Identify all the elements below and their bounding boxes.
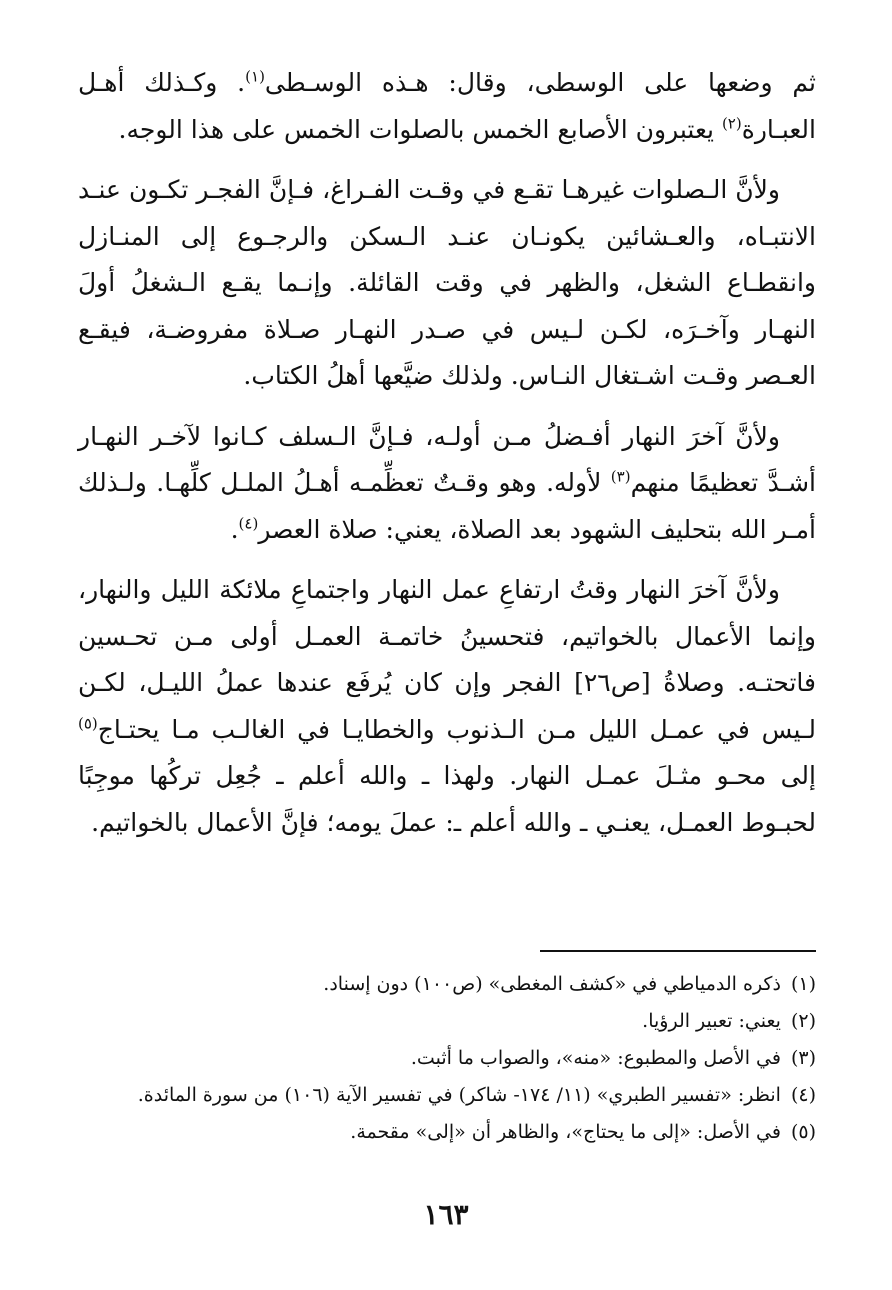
footnote-item — [60, 1003, 816, 1040]
paragraph-text: إلى محـو مثـلَ عمـل النهار. ولهذا ـ والله أعلم ـ جُعِل تركُها موجِبًا لحبـوط العمـل، يعنـي ـ والله أعلم ـ: عملَ يومه؛ فإنَّ الأعمال بالخواتيم. — [78, 761, 816, 837]
footnotes-list — [60, 966, 816, 1151]
paragraph-text: . وكـذلك أهـل العبـارة — [78, 68, 816, 144]
footnote-number: (١) — [790, 973, 816, 995]
footnote-number: (٢) — [790, 1010, 816, 1032]
paragraph-4 — [78, 567, 816, 846]
footnote-text: في الأصل والمطبوع: «منه»، والصواب ما أثبت. — [410, 1047, 781, 1069]
footnote-text: يعني: تعبير الرؤيا. — [642, 1010, 781, 1032]
footnote-text: ذكره الدمياطي في «كشف المغطى» (ص١٠٠) دون إسناد. — [323, 973, 781, 995]
paragraph-2 — [78, 167, 816, 400]
footnote-number: (٤) — [790, 1084, 816, 1106]
paragraph-text: لأوله. وهو وقـتٌ تعظِّمـه أهـلُ الملـل كلِّهـا. ولـذلك أمـر الله بتحليف الشهود بعد الصلاة، يعني: صلاة العصر — [78, 468, 816, 544]
footnote-number: (٣) — [790, 1047, 816, 1069]
footnote-ref-1: (١) — [245, 67, 265, 86]
footnote-number: (٥) — [790, 1121, 816, 1143]
paragraph-text: ولأنَّ آخرَ النهار أفـضلُ مـن أولـه، فـإنَّ الـسلف كـانوا لآخـر النهـار أشـدَّ تعظيمًا منهم — [78, 421, 816, 497]
footnote-ref-5: (٥) — [78, 714, 98, 733]
paragraph-text: ثم وضعها على الوسطى، وقال: هـذه الوسـطى — [264, 68, 817, 97]
footnote-text: في الأصل: «إلى ما يحتاج»، والظاهر أن «إلى» مقحمة. — [350, 1121, 781, 1143]
page-number: ١٦٣ — [423, 1198, 469, 1231]
footnote-item — [60, 1114, 816, 1151]
footnote-item — [60, 1040, 816, 1077]
paragraph-text: يعتبرون الأصابع الخمس بالصلوات الخمس على هذا الوجه. — [118, 114, 722, 144]
footnote-divider — [540, 950, 816, 952]
page-body — [78, 60, 816, 860]
footnote-ref-4: (٤) — [238, 514, 259, 533]
paragraph-text: . — [230, 514, 239, 544]
paragraph-1 — [78, 60, 816, 153]
footnote-item — [60, 966, 816, 1003]
footnote-ref-3: (٣) — [610, 467, 631, 486]
paragraph-text: ولأنَّ آخرَ النهار وقتُ ارتفاعِ عمل النهار واجتماعِ ملائكة الليل والنهار، وإنما الأعمال بالخواتيم، فتحسينُ خاتمـة العمـل أولى مـن تحـسين فاتحتـه. وصلاةُ [ص٢٦] الفجر وإن كان يُرفَع عندها عملُ الليـل، لكـن لـيس في عمـل الليل مـن الـذنوب والخطايـا في الغالـب مـا يحتـاج — [78, 575, 816, 744]
paragraph-text: ولأنَّ الـصلوات غيرهـا تقـع في وقـت الفـراغ، فـإنَّ الفجـر تكـون عنـد الانتبـاه، والعـشائين يكونـان عنـد الـسكن والرجـوع إلى المنـازل وانقطـاع الشغل، والظهر في وقت القائلة. وإنـما يقـع الـشغلُ أولَ النهـار وآخـرَه، لكـن لـيس في صـدر النهـار صـلاة مفروضـة، فيقـع العـصر وقـت اشـتغال النـاس. ولذلك ضيَّعها أهلُ الكتاب. — [78, 175, 816, 390]
footnote-item — [60, 1077, 816, 1114]
footnote-text: انظر: «تفسير الطبري» (١١/ ١٧٤- شاكر) في تفسير الآية (١٠٦) من سورة المائدة. — [137, 1084, 781, 1106]
paragraph-3 — [78, 414, 816, 554]
footnote-ref-2: (٢) — [721, 114, 742, 133]
